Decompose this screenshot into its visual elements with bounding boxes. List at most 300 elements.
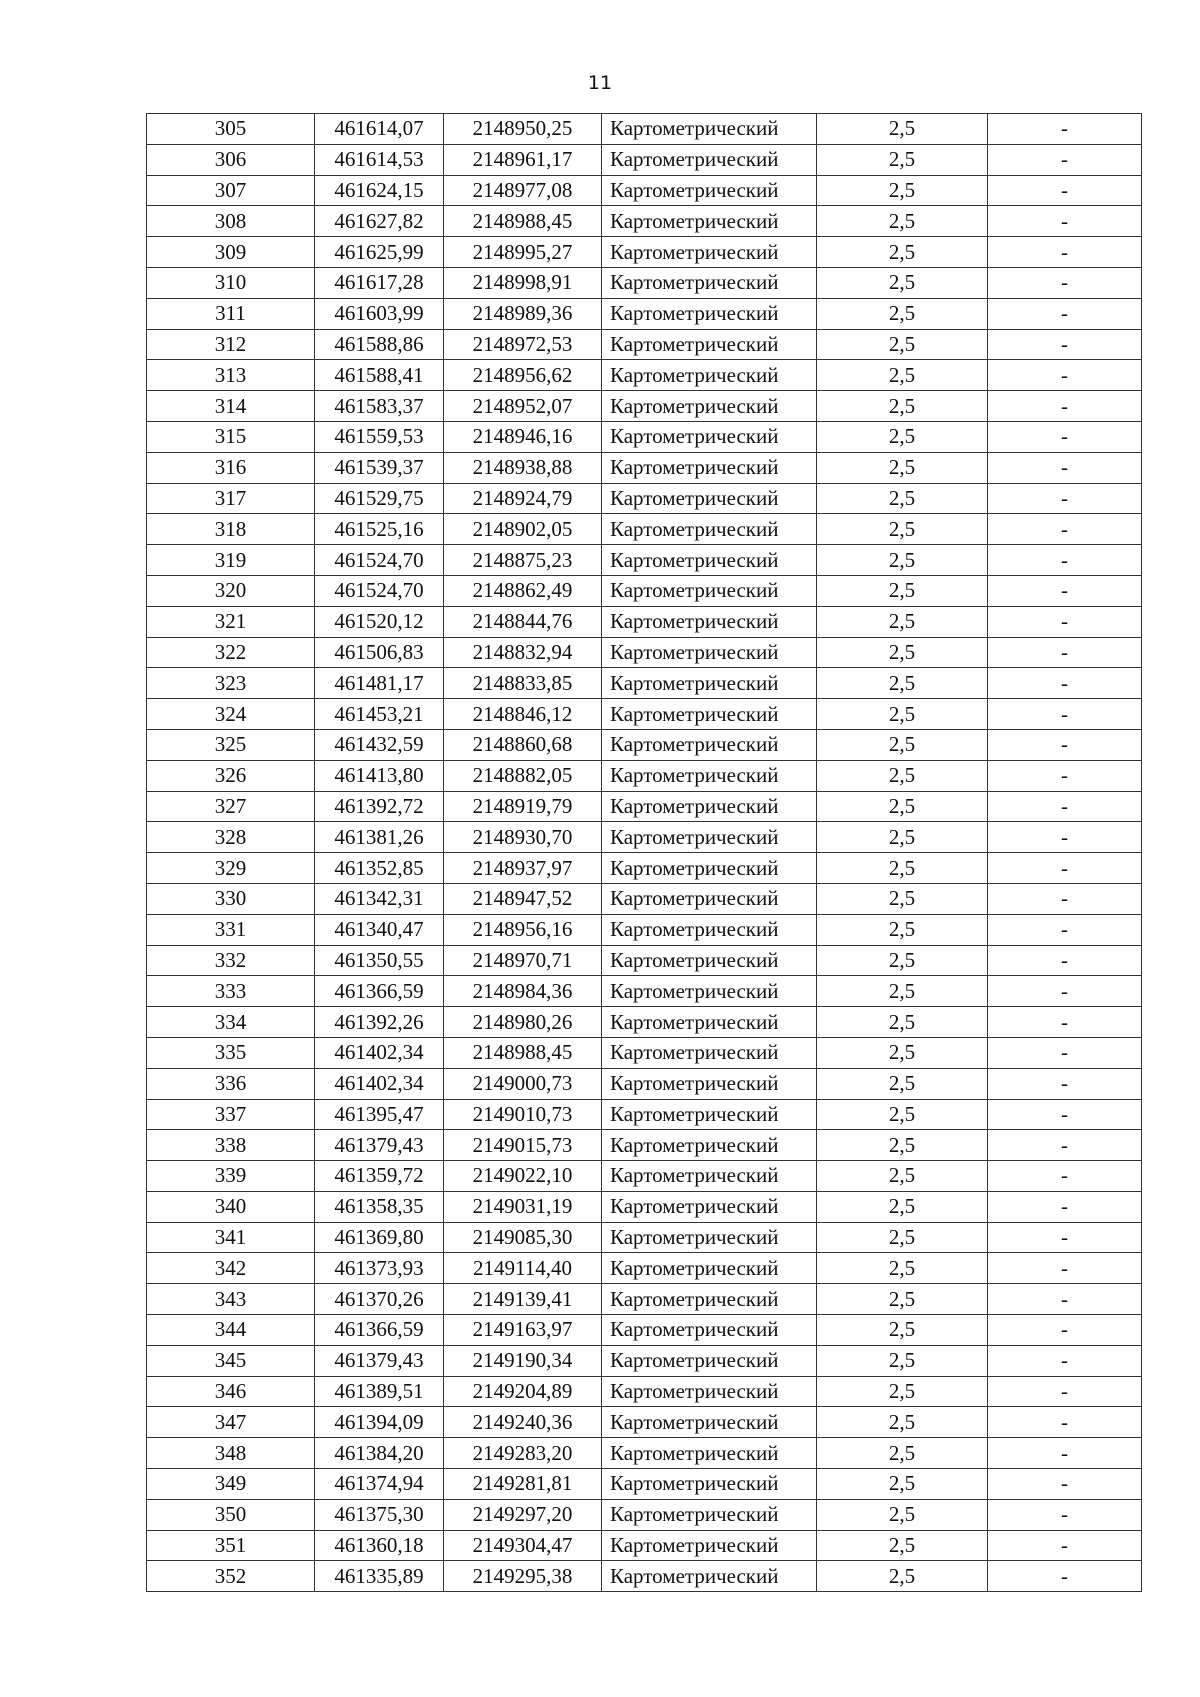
y-coordinate-cell: 2148995,27: [444, 237, 602, 268]
accuracy-cell: 2,5: [817, 483, 988, 514]
description-cell: -: [988, 1191, 1142, 1222]
x-coordinate-cell: 461389,51: [315, 1376, 444, 1407]
point-number-cell: 349: [147, 1469, 315, 1500]
table-row: [147, 114, 1142, 145]
method-cell: Картометрический: [602, 1499, 817, 1530]
x-coordinate-cell: 461588,86: [315, 329, 444, 360]
point-number-cell: 322: [147, 637, 315, 668]
description-cell: -: [988, 175, 1142, 206]
method-cell: Картометрический: [602, 945, 817, 976]
point-number-cell: 320: [147, 575, 315, 606]
method-cell: Картометрический: [602, 1222, 817, 1253]
point-number-cell: 339: [147, 1161, 315, 1192]
x-coordinate-cell: 461624,15: [315, 175, 444, 206]
table-row: [147, 1099, 1142, 1130]
accuracy-cell: 2,5: [817, 791, 988, 822]
accuracy-cell: 2,5: [817, 668, 988, 699]
x-coordinate-cell: 461559,53: [315, 421, 444, 452]
accuracy-cell: 2,5: [817, 606, 988, 637]
accuracy-cell: 2,5: [817, 298, 988, 329]
method-cell: Картометрический: [602, 822, 817, 853]
point-number-cell: 338: [147, 1130, 315, 1161]
x-coordinate-cell: 461392,72: [315, 791, 444, 822]
y-coordinate-cell: 2149163,97: [444, 1315, 602, 1346]
method-cell: Картометрический: [602, 853, 817, 884]
table-row: [147, 360, 1142, 391]
accuracy-cell: 2,5: [817, 1315, 988, 1346]
table-row: [147, 298, 1142, 329]
description-cell: -: [988, 329, 1142, 360]
point-number-cell: 307: [147, 175, 315, 206]
y-coordinate-cell: 2148846,12: [444, 699, 602, 730]
x-coordinate-cell: 461374,94: [315, 1469, 444, 1500]
y-coordinate-cell: 2148862,49: [444, 575, 602, 606]
accuracy-cell: 2,5: [817, 883, 988, 914]
method-cell: Картометрический: [602, 175, 817, 206]
table-row: [147, 1068, 1142, 1099]
description-cell: -: [988, 1499, 1142, 1530]
point-number-cell: 337: [147, 1099, 315, 1130]
description-cell: -: [988, 1376, 1142, 1407]
x-coordinate-cell: 461358,35: [315, 1191, 444, 1222]
point-number-cell: 306: [147, 144, 315, 175]
table-row: [147, 606, 1142, 637]
point-number-cell: 333: [147, 976, 315, 1007]
x-coordinate-cell: 461352,85: [315, 853, 444, 884]
accuracy-cell: 2,5: [817, 637, 988, 668]
accuracy-cell: 2,5: [817, 1099, 988, 1130]
point-number-cell: 346: [147, 1376, 315, 1407]
point-number-cell: 310: [147, 267, 315, 298]
description-cell: -: [988, 668, 1142, 699]
description-cell: -: [988, 483, 1142, 514]
x-coordinate-cell: 461384,20: [315, 1438, 444, 1469]
x-coordinate-cell: 461413,80: [315, 760, 444, 791]
y-coordinate-cell: 2148919,79: [444, 791, 602, 822]
y-coordinate-cell: 2149295,38: [444, 1561, 602, 1592]
method-cell: Картометрический: [602, 914, 817, 945]
method-cell: Картометрический: [602, 421, 817, 452]
accuracy-cell: 2,5: [817, 914, 988, 945]
accuracy-cell: 2,5: [817, 1253, 988, 1284]
x-coordinate-cell: 461366,59: [315, 1315, 444, 1346]
description-cell: -: [988, 1469, 1142, 1500]
description-cell: -: [988, 1130, 1142, 1161]
table-body: [147, 114, 1142, 1592]
y-coordinate-cell: 2148946,16: [444, 421, 602, 452]
description-cell: -: [988, 945, 1142, 976]
point-number-cell: 348: [147, 1438, 315, 1469]
description-cell: -: [988, 1037, 1142, 1068]
y-coordinate-cell: 2149304,47: [444, 1530, 602, 1561]
method-cell: Картометрический: [602, 575, 817, 606]
accuracy-cell: 2,5: [817, 1530, 988, 1561]
x-coordinate-cell: 461524,70: [315, 545, 444, 576]
method-cell: Картометрический: [602, 144, 817, 175]
x-coordinate-cell: 461529,75: [315, 483, 444, 514]
method-cell: Картометрический: [602, 1161, 817, 1192]
coordinates-table: [146, 113, 1142, 1592]
table-row: [147, 853, 1142, 884]
x-coordinate-cell: 461395,47: [315, 1099, 444, 1130]
table-row: [147, 1469, 1142, 1500]
table-row: [147, 144, 1142, 175]
table-row: [147, 1007, 1142, 1038]
y-coordinate-cell: 2149297,20: [444, 1499, 602, 1530]
table-row: [147, 637, 1142, 668]
description-cell: -: [988, 206, 1142, 237]
accuracy-cell: 2,5: [817, 514, 988, 545]
description-cell: -: [988, 1007, 1142, 1038]
y-coordinate-cell: 2149010,73: [444, 1099, 602, 1130]
description-cell: -: [988, 1438, 1142, 1469]
point-number-cell: 311: [147, 298, 315, 329]
x-coordinate-cell: 461360,18: [315, 1530, 444, 1561]
y-coordinate-cell: 2148844,76: [444, 606, 602, 637]
description-cell: -: [988, 1068, 1142, 1099]
accuracy-cell: 2,5: [817, 421, 988, 452]
x-coordinate-cell: 461340,47: [315, 914, 444, 945]
method-cell: Картометрический: [602, 1253, 817, 1284]
accuracy-cell: 2,5: [817, 1037, 988, 1068]
method-cell: Картометрический: [602, 1315, 817, 1346]
description-cell: -: [988, 514, 1142, 545]
description-cell: -: [988, 421, 1142, 452]
x-coordinate-cell: 461481,17: [315, 668, 444, 699]
point-number-cell: 312: [147, 329, 315, 360]
y-coordinate-cell: 2148952,07: [444, 391, 602, 422]
accuracy-cell: 2,5: [817, 360, 988, 391]
x-coordinate-cell: 461379,43: [315, 1345, 444, 1376]
point-number-cell: 328: [147, 822, 315, 853]
point-number-cell: 321: [147, 606, 315, 637]
point-number-cell: 313: [147, 360, 315, 391]
point-number-cell: 319: [147, 545, 315, 576]
description-cell: -: [988, 298, 1142, 329]
description-cell: -: [988, 822, 1142, 853]
accuracy-cell: 2,5: [817, 575, 988, 606]
y-coordinate-cell: 2148998,91: [444, 267, 602, 298]
y-coordinate-cell: 2148980,26: [444, 1007, 602, 1038]
method-cell: Картометрический: [602, 1284, 817, 1315]
y-coordinate-cell: 2149204,89: [444, 1376, 602, 1407]
description-cell: -: [988, 452, 1142, 483]
accuracy-cell: 2,5: [817, 329, 988, 360]
method-cell: Картометрический: [602, 329, 817, 360]
description-cell: -: [988, 575, 1142, 606]
point-number-cell: 327: [147, 791, 315, 822]
description-cell: -: [988, 1530, 1142, 1561]
y-coordinate-cell: 2148956,62: [444, 360, 602, 391]
accuracy-cell: 2,5: [817, 729, 988, 760]
accuracy-cell: 2,5: [817, 1438, 988, 1469]
x-coordinate-cell: 461359,72: [315, 1161, 444, 1192]
x-coordinate-cell: 461369,80: [315, 1222, 444, 1253]
method-cell: Картометрический: [602, 1561, 817, 1592]
y-coordinate-cell: 2148832,94: [444, 637, 602, 668]
description-cell: -: [988, 729, 1142, 760]
table-row: [147, 1191, 1142, 1222]
description-cell: -: [988, 853, 1142, 884]
accuracy-cell: 2,5: [817, 1007, 988, 1038]
point-number-cell: 305: [147, 114, 315, 145]
description-cell: -: [988, 1253, 1142, 1284]
method-cell: Картометрический: [602, 606, 817, 637]
y-coordinate-cell: 2148902,05: [444, 514, 602, 545]
x-coordinate-cell: 461342,31: [315, 883, 444, 914]
y-coordinate-cell: 2148988,45: [444, 1037, 602, 1068]
x-coordinate-cell: 461583,37: [315, 391, 444, 422]
table-row: [147, 175, 1142, 206]
point-number-cell: 345: [147, 1345, 315, 1376]
table-row: [147, 1438, 1142, 1469]
method-cell: Картометрический: [602, 483, 817, 514]
table-row: [147, 791, 1142, 822]
table-row: [147, 1161, 1142, 1192]
accuracy-cell: 2,5: [817, 175, 988, 206]
y-coordinate-cell: 2149085,30: [444, 1222, 602, 1253]
y-coordinate-cell: 2149031,19: [444, 1191, 602, 1222]
description-cell: -: [988, 1407, 1142, 1438]
y-coordinate-cell: 2149190,34: [444, 1345, 602, 1376]
point-number-cell: 331: [147, 914, 315, 945]
y-coordinate-cell: 2148970,71: [444, 945, 602, 976]
y-coordinate-cell: 2149015,73: [444, 1130, 602, 1161]
method-cell: Картометрический: [602, 1130, 817, 1161]
method-cell: Картометрический: [602, 668, 817, 699]
x-coordinate-cell: 461539,37: [315, 452, 444, 483]
description-cell: -: [988, 1222, 1142, 1253]
point-number-cell: 336: [147, 1068, 315, 1099]
y-coordinate-cell: 2148930,70: [444, 822, 602, 853]
x-coordinate-cell: 461614,53: [315, 144, 444, 175]
accuracy-cell: 2,5: [817, 452, 988, 483]
y-coordinate-cell: 2148977,08: [444, 175, 602, 206]
accuracy-cell: 2,5: [817, 1068, 988, 1099]
description-cell: -: [988, 360, 1142, 391]
table-row: [147, 1284, 1142, 1315]
x-coordinate-cell: 461524,70: [315, 575, 444, 606]
description-cell: -: [988, 1099, 1142, 1130]
table-row: [147, 575, 1142, 606]
point-number-cell: 317: [147, 483, 315, 514]
table-row: [147, 329, 1142, 360]
y-coordinate-cell: 2148989,36: [444, 298, 602, 329]
method-cell: Картометрический: [602, 1407, 817, 1438]
table-row: [147, 822, 1142, 853]
y-coordinate-cell: 2148833,85: [444, 668, 602, 699]
accuracy-cell: 2,5: [817, 1222, 988, 1253]
accuracy-cell: 2,5: [817, 1284, 988, 1315]
description-cell: -: [988, 391, 1142, 422]
method-cell: Картометрический: [602, 1099, 817, 1130]
point-number-cell: 315: [147, 421, 315, 452]
method-cell: Картометрический: [602, 1007, 817, 1038]
point-number-cell: 343: [147, 1284, 315, 1315]
table-row: [147, 668, 1142, 699]
accuracy-cell: 2,5: [817, 206, 988, 237]
method-cell: Картометрический: [602, 637, 817, 668]
table-row: [147, 1037, 1142, 1068]
method-cell: Картометрический: [602, 514, 817, 545]
y-coordinate-cell: 2148956,16: [444, 914, 602, 945]
point-number-cell: 325: [147, 729, 315, 760]
method-cell: Картометрический: [602, 267, 817, 298]
table-row: [147, 1561, 1142, 1592]
accuracy-cell: 2,5: [817, 760, 988, 791]
table-row: [147, 699, 1142, 730]
accuracy-cell: 2,5: [817, 1191, 988, 1222]
accuracy-cell: 2,5: [817, 1376, 988, 1407]
table-row: [147, 1130, 1142, 1161]
y-coordinate-cell: 2148937,97: [444, 853, 602, 884]
point-number-cell: 335: [147, 1037, 315, 1068]
x-coordinate-cell: 461402,34: [315, 1037, 444, 1068]
y-coordinate-cell: 2149114,40: [444, 1253, 602, 1284]
accuracy-cell: 2,5: [817, 1407, 988, 1438]
point-number-cell: 318: [147, 514, 315, 545]
description-cell: -: [988, 791, 1142, 822]
accuracy-cell: 2,5: [817, 144, 988, 175]
x-coordinate-cell: 461373,93: [315, 1253, 444, 1284]
table-row: [147, 1376, 1142, 1407]
y-coordinate-cell: 2148924,79: [444, 483, 602, 514]
method-cell: Картометрический: [602, 452, 817, 483]
y-coordinate-cell: 2148988,45: [444, 206, 602, 237]
point-number-cell: 351: [147, 1530, 315, 1561]
y-coordinate-cell: 2149283,20: [444, 1438, 602, 1469]
y-coordinate-cell: 2148938,88: [444, 452, 602, 483]
y-coordinate-cell: 2148882,05: [444, 760, 602, 791]
x-coordinate-cell: 461335,89: [315, 1561, 444, 1592]
point-number-cell: 352: [147, 1561, 315, 1592]
page-number: 11: [587, 72, 613, 94]
description-cell: -: [988, 545, 1142, 576]
point-number-cell: 314: [147, 391, 315, 422]
y-coordinate-cell: 2149281,81: [444, 1469, 602, 1500]
table-row: [147, 1222, 1142, 1253]
method-cell: Картометрический: [602, 1068, 817, 1099]
point-number-cell: 324: [147, 699, 315, 730]
y-coordinate-cell: 2149022,10: [444, 1161, 602, 1192]
method-cell: Картометрический: [602, 1345, 817, 1376]
method-cell: Картометрический: [602, 1438, 817, 1469]
description-cell: -: [988, 699, 1142, 730]
x-coordinate-cell: 461402,34: [315, 1068, 444, 1099]
table-row: [147, 421, 1142, 452]
y-coordinate-cell: 2148972,53: [444, 329, 602, 360]
x-coordinate-cell: 461394,09: [315, 1407, 444, 1438]
method-cell: Картометрический: [602, 729, 817, 760]
description-cell: -: [988, 267, 1142, 298]
table-row: [147, 760, 1142, 791]
method-cell: Картометрический: [602, 1191, 817, 1222]
table-row: [147, 883, 1142, 914]
accuracy-cell: 2,5: [817, 853, 988, 884]
x-coordinate-cell: 461617,28: [315, 267, 444, 298]
method-cell: Картометрический: [602, 360, 817, 391]
accuracy-cell: 2,5: [817, 976, 988, 1007]
x-coordinate-cell: 461350,55: [315, 945, 444, 976]
table-row: [147, 545, 1142, 576]
description-cell: -: [988, 914, 1142, 945]
accuracy-cell: 2,5: [817, 699, 988, 730]
accuracy-cell: 2,5: [817, 1469, 988, 1500]
description-cell: -: [988, 760, 1142, 791]
accuracy-cell: 2,5: [817, 545, 988, 576]
point-number-cell: 350: [147, 1499, 315, 1530]
description-cell: -: [988, 883, 1142, 914]
description-cell: -: [988, 1561, 1142, 1592]
table-row: [147, 914, 1142, 945]
x-coordinate-cell: 461506,83: [315, 637, 444, 668]
y-coordinate-cell: 2148875,23: [444, 545, 602, 576]
x-coordinate-cell: 461603,99: [315, 298, 444, 329]
accuracy-cell: 2,5: [817, 1345, 988, 1376]
point-number-cell: 340: [147, 1191, 315, 1222]
x-coordinate-cell: 461370,26: [315, 1284, 444, 1315]
y-coordinate-cell: 2148950,25: [444, 114, 602, 145]
point-number-cell: 316: [147, 452, 315, 483]
table-row: [147, 976, 1142, 1007]
method-cell: Картометрический: [602, 298, 817, 329]
table-row: [147, 1315, 1142, 1346]
x-coordinate-cell: 461366,59: [315, 976, 444, 1007]
x-coordinate-cell: 461392,26: [315, 1007, 444, 1038]
x-coordinate-cell: 461588,41: [315, 360, 444, 391]
method-cell: Картометрический: [602, 699, 817, 730]
accuracy-cell: 2,5: [817, 114, 988, 145]
y-coordinate-cell: 2149000,73: [444, 1068, 602, 1099]
method-cell: Картометрический: [602, 206, 817, 237]
method-cell: Картометрический: [602, 791, 817, 822]
y-coordinate-cell: 2148984,36: [444, 976, 602, 1007]
table-row: [147, 1253, 1142, 1284]
y-coordinate-cell: 2149139,41: [444, 1284, 602, 1315]
description-cell: -: [988, 606, 1142, 637]
point-number-cell: 332: [147, 945, 315, 976]
point-number-cell: 326: [147, 760, 315, 791]
x-coordinate-cell: 461614,07: [315, 114, 444, 145]
description-cell: -: [988, 1345, 1142, 1376]
table-row: [147, 267, 1142, 298]
description-cell: -: [988, 237, 1142, 268]
description-cell: -: [988, 976, 1142, 1007]
accuracy-cell: 2,5: [817, 267, 988, 298]
point-number-cell: 341: [147, 1222, 315, 1253]
table-row: [147, 729, 1142, 760]
method-cell: Картометрический: [602, 883, 817, 914]
x-coordinate-cell: 461627,82: [315, 206, 444, 237]
table-row: [147, 1499, 1142, 1530]
x-coordinate-cell: 461625,99: [315, 237, 444, 268]
point-number-cell: 308: [147, 206, 315, 237]
accuracy-cell: 2,5: [817, 1561, 988, 1592]
description-cell: -: [988, 1161, 1142, 1192]
description-cell: -: [988, 114, 1142, 145]
x-coordinate-cell: 461375,30: [315, 1499, 444, 1530]
method-cell: Картометрический: [602, 1037, 817, 1068]
table-row: [147, 483, 1142, 514]
point-number-cell: 334: [147, 1007, 315, 1038]
y-coordinate-cell: 2148961,17: [444, 144, 602, 175]
table-row: [147, 1345, 1142, 1376]
point-number-cell: 309: [147, 237, 315, 268]
description-cell: -: [988, 1284, 1142, 1315]
table-row: [147, 945, 1142, 976]
table-row: [147, 391, 1142, 422]
description-cell: -: [988, 144, 1142, 175]
